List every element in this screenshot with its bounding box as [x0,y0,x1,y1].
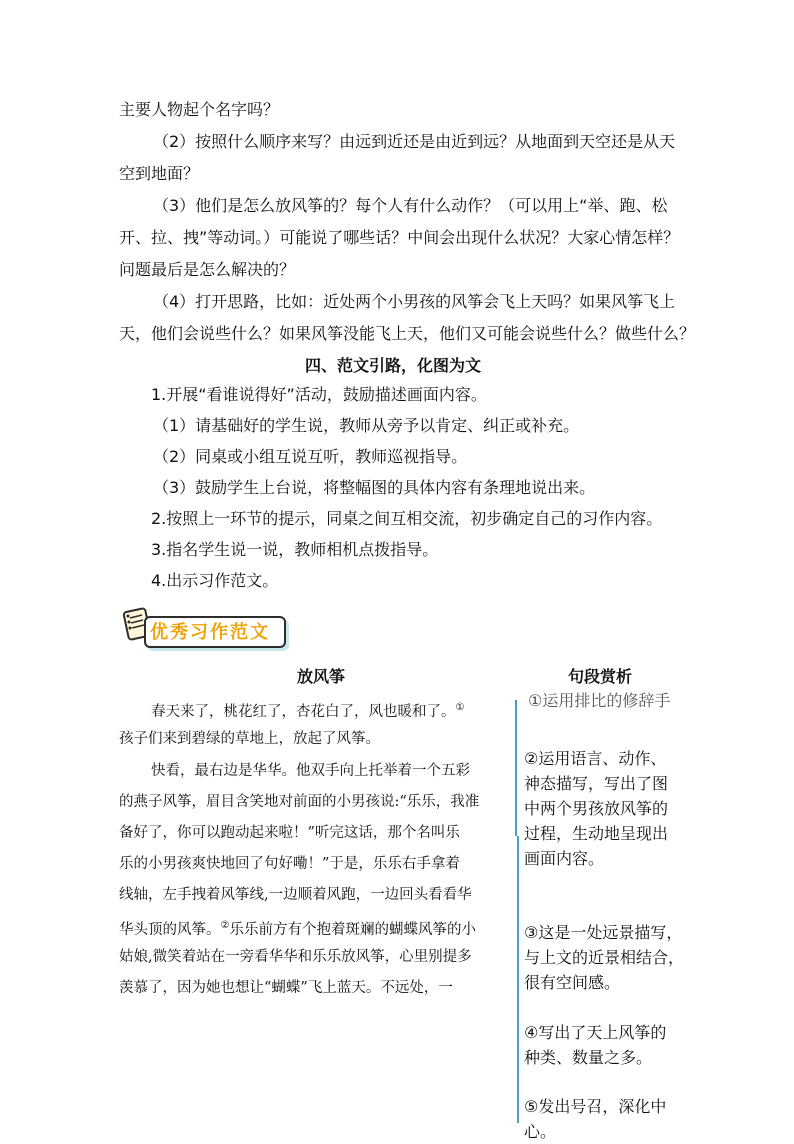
essay-line: 乐的小男孩爽快地回了句好嘞！”于是，乐乐右手拿着 [119,856,460,872]
text-line: 问题最后是怎么解决的？ [119,260,296,279]
essay-line: 快看，最右边是华华。他双手向上托举着一个五彩 [151,763,470,779]
notes-title: 句段赏析 [568,667,633,686]
column-divider [515,700,517,836]
step-line: （3）鼓励学生上台说，将整幅图的具体内容有条理地说出来。 [153,478,596,497]
text-line: 主要人物起个名字吗？ [119,100,280,119]
text-line: 天，他们会说些什么？如果风筝没能飞上天，他们又可能会说些什么？做些什么？ [119,324,696,343]
step-line: 2.按照上一环节的提示，同桌之间互相交流，初步确定自己的习作内容。 [151,509,663,528]
essay-line: 春天来了，桃花红了，杏花白了，风也暖和了。① [151,702,465,720]
annotation-mark: ② [220,920,230,931]
essay-line: 姑娘,微笑着站在一旁看华华和乐乐放风筝，心里别提多 [119,949,472,965]
essay-title: 放风筝 [297,667,346,686]
text-line: （4）打开思路，比如：近处两个小男孩的风筝会飞上天吗？如果风筝飞上 [153,292,676,311]
essay-line: 羡慕了，因为她也想让“蝴蝶”飞上蓝天。不远处，一 [119,980,453,996]
step-line: （2）同桌或小组互说互听，教师巡视指导。 [153,447,468,466]
step-line: 3.指名学生说一说，教师相机点拨指导。 [151,540,439,559]
banner-label: 优秀习作范文 [150,622,270,643]
essay-line: 线轴，左手拽着风筝线,一边顺着风跑，一边回头看看华 [119,887,472,903]
section-heading: 四、范文引路，化图为文 [305,356,482,375]
essay-line: 备好了，你可以跑动起来啦！”听完这话，那个名叫乐 [119,825,460,841]
text-line: 开、拉、拽”等动词。）可能说了哪些话？中间会出现什么状况？大家心情怎样？ [119,228,680,247]
note-2: ②运用语言、动作、 神态描写，写出了图 中两个男孩放风筝的 过程，生动地呈现出 画面内容。 [524,749,669,868]
annotation-mark: ① [455,702,465,713]
note-4: ④写出了天上风筝的 种类、数量之多。 [524,1023,667,1067]
column-divider [517,836,519,1123]
essay-line: 孩子们来到碧绿的草地上，放起了风筝。 [119,731,380,747]
step-line: （1）请基础好的学生说，教师从旁予以肯定、纠正或补充。 [153,416,580,435]
step-line: 4.出示习作范文。 [151,571,279,590]
note-5: ⑤发出号召，深化中心。 [524,1097,667,1141]
step-line: 1.开展“看谁说得好”活动，鼓励描述画面内容。 [151,385,487,404]
essay-line: 华头顶的风筝。②乐乐前方有个抱着斑斓的蝴蝶风筝的小 [119,920,476,938]
text-line: （2）按照什么顺序来写？由远到近还是由近到远？从地面到天空还是从天 [153,132,676,151]
essay-line: 的燕子风筝，眉目含笑地对前面的小男孩说:“乐乐，我准 [119,794,480,810]
text-line: 空到地面？ [119,164,200,183]
excellent-essay-banner [120,606,286,648]
text-line: （3）他们是怎么放风筝的？每个人有什么动作？（可以用上“举、跑、松 [153,196,668,215]
note-cut-off: ①运用排比的修辞手 [528,691,671,710]
note-3: ③这是一处远景描写， 与上文的近景相结合， 很有空间感。 [524,923,685,992]
